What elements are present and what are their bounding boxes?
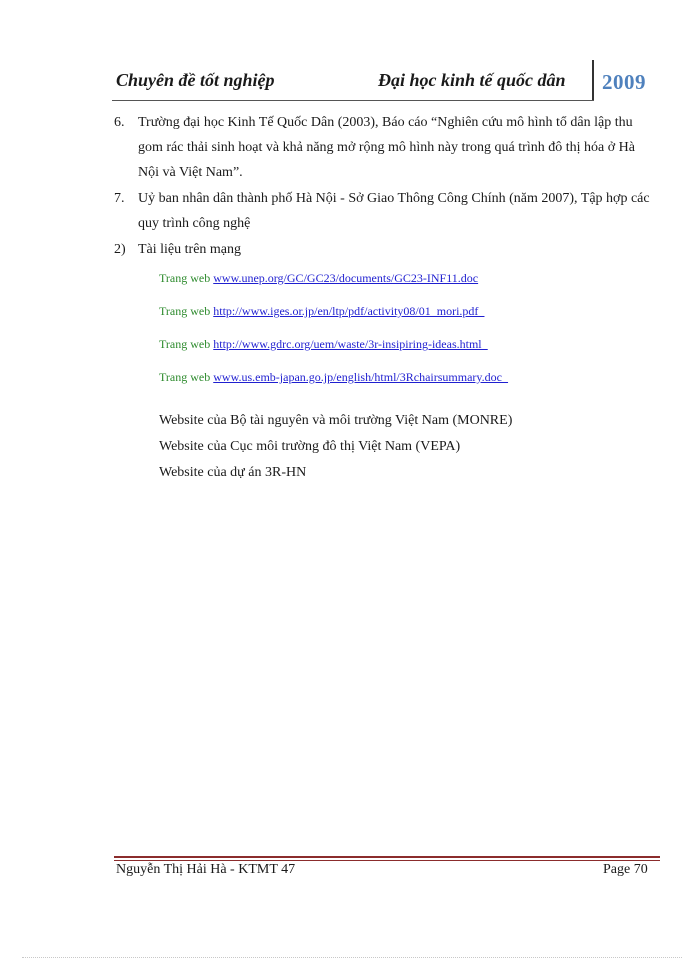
footer-author: Nguyễn Thị Hải Hà - KTMT 47 — [116, 862, 296, 877]
footer-rule-thin — [114, 860, 660, 861]
page-edge — [22, 957, 682, 958]
weblink-prefix: Trang web — [159, 271, 214, 285]
weblink-item — [159, 334, 654, 367]
footer-page-number: Page 70 — [603, 862, 648, 877]
weblink-item — [159, 301, 654, 334]
reference-text: Uỷ ban nhân dân thành phố Hà Nội - Sở Giao Thông Công Chính (năm 2007), Tập hợp các quy trình công nghệ — [138, 191, 650, 231]
website-item: Website của Bộ tài nguyên và môi trường Việt Nam (MONRE) — [159, 413, 513, 428]
header-university: Đại học kinh tế quốc dân — [378, 70, 566, 90]
reference-text: Trường đại học Kinh Tế Quốc Dân (2003), Báo cáo “Nghiên cứu mô hình tổ dân lập thu gom rác thải sinh hoạt và khả năng mở rộng mô hình này trong quá trình đô thị hóa ở Hà Nội và Việt Nam”. — [138, 115, 635, 180]
weblink-url[interactable]: www.unep.org/GC/GC23/documents/GC23-INF11.doc — [213, 271, 479, 285]
weblink-prefix: Trang web — [159, 370, 214, 384]
weblink-list — [159, 268, 654, 400]
website-item: Website của Cục môi trường đô thị Việt Nam (VEPA) — [159, 439, 461, 454]
footer-rule-thick — [114, 856, 660, 858]
document-body — [114, 110, 654, 486]
reference-item — [114, 110, 654, 185]
weblink-url[interactable]: www.us.emb-japan.go.jp/english/html/3Rchairsummary.doc_ — [213, 370, 508, 384]
weblink-item — [159, 367, 654, 400]
weblink-url[interactable]: http://www.iges.or.jp/en/ltp/pdf/activity08/01_mori.pdf_ — [213, 304, 485, 318]
reference-number: 7. — [114, 191, 125, 206]
section-title: Tài liệu trên mạng — [138, 242, 242, 257]
header-thesis-title: Chuyên đề tốt nghiệp — [116, 70, 275, 90]
website-list — [159, 408, 654, 486]
section-heading — [114, 237, 654, 262]
header-year: 2009 — [602, 70, 646, 94]
website-item: Website của dự án 3R-HN — [159, 465, 307, 480]
header-rule — [112, 100, 594, 101]
section-number: 2) — [114, 242, 126, 257]
weblink-item — [159, 268, 654, 301]
weblink-url[interactable]: http://www.gdrc.org/uem/waste/3r-insipiring-ideas.html_ — [213, 337, 488, 351]
header-divider — [592, 60, 594, 100]
reference-item — [114, 186, 654, 236]
weblink-prefix: Trang web — [159, 304, 214, 318]
reference-number: 6. — [114, 115, 125, 130]
weblink-prefix: Trang web — [159, 337, 214, 351]
